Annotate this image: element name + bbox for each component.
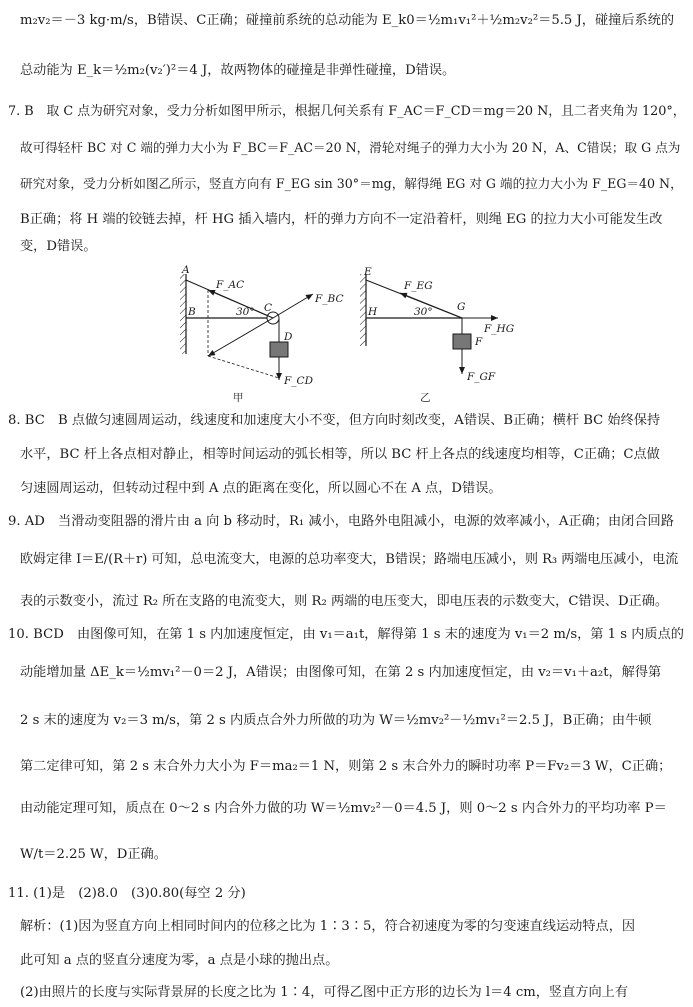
text-line: 总动能为 E_k＝½m₂(v₂′)²＝4 J，故两物体的碰撞是非弹性碰撞，D错误。 [20, 63, 456, 78]
block-d [270, 342, 288, 357]
label-a: A [182, 264, 190, 276]
label-h: H [368, 306, 378, 318]
text-line: 表的示数变小，流过 R₂ 所在支路的电流变大，则 R₂ 两端的电压变大，即电压表的示数变大，C错误、D正确。 [20, 594, 669, 609]
label-f-hg: F_HG [484, 323, 515, 335]
text-line: 第二定律可知，第 2 s 末合外力大小为 F＝ma₂＝1 N，则第 2 s 末合外力的瞬时功率 P＝Fv₂＝3 W，C正确； [20, 759, 672, 774]
text-line: 2 s 末的速度为 v₂＝3 m/s，第 2 s 内质点合外力所做的功为 W＝½mv₂²－½mv₁²＝2.5 J，B正确；由牛顿 [20, 713, 652, 728]
label-angle-yi: 30° [414, 306, 433, 318]
text-line: (2)由照片的长度与实际背景屏的长度之比为 1∶4，可得乙图中正方形的边长为 l＝4 cm，竖直方向上有 [20, 985, 629, 1000]
label-d: D [284, 331, 293, 343]
text-line: 匀速圆周运动，但转动过程中到 A 点的距离在变化，所以圆心不在 A 点，D错误。 [20, 481, 502, 496]
text-line: 由动能定理可知，质点在 0～2 s 内合外力做的功 W＝½mv₂²－0＝4.5 J，则 0～2 s 内合外力的平均功率 P＝ [20, 801, 667, 816]
label-e: E [364, 266, 372, 278]
text-line: 8. BC B 点做匀速圆周运动，线速度和加速度大小不变，但方向时刻改变，A错误、B正确；横杆 BC 始终保持 [8, 413, 661, 428]
label-f-cd: F_CD [284, 375, 313, 387]
label-f-gf: F_GF [467, 371, 496, 383]
label-angle-jia: 30° [236, 306, 255, 318]
label-f: F [475, 336, 483, 348]
text-line: 7. B 取 C 点为研究对象，受力分析如图甲所示，根据几何关系有 F_AC＝F_CD＝mg＝20 N，且二者夹角为 120°， [8, 104, 686, 119]
label-c: C [264, 302, 273, 314]
label-f-eg: F_EG [404, 280, 433, 292]
text-line: 解析：(1)因为竖直方向上相同时间内的位移之比为 1∶3∶5，符合初速度为零的匀变速直线运动特点，因 [20, 919, 636, 934]
text-line: 水平，BC 杆上各点相对静止，相等时间运动的弧长相等，所以 BC 杆上各点的线速度均相等，C正确；C点做 [20, 447, 660, 462]
text-line: 11. (1)是 (2)8.0 (3)0.80(每空 2 分) [8, 886, 246, 901]
wall-yi [360, 274, 366, 346]
text-line: W/t＝2.25 W，D正确。 [20, 847, 167, 862]
label-g: G [457, 301, 466, 313]
label-f-bc: F_BC [315, 293, 344, 305]
caption-jia: 甲 [233, 392, 244, 404]
text-line: 动能增加量 ΔE_k＝½mv₁²－0＝2 J，A错误；由图像可知，在第 2 s 内加速度恒定，由 v₂＝v₁＋a₂t，解得第 [20, 665, 662, 680]
block-f [453, 334, 471, 349]
label-f-ac: F_AC [216, 279, 245, 291]
force-diagrams [178, 264, 515, 406]
force-diagram-svg [178, 264, 515, 406]
arrow-resultant [208, 318, 273, 356]
arrow-f-bc [273, 294, 313, 318]
text-line: 10. BCD 由图像可知，在第 1 s 内加速度恒定，由 v₁＝a₁t，解得第 1 s 末的速度为 v₁＝2 m/s，第 1 s 内质点的 [8, 627, 684, 642]
caption-yi: 乙 [420, 392, 431, 404]
text-line: 9. AD 当滑动变阻器的滑片由 a 向 b 移动时，R₁ 减小，电路外电阻减小，电源的效率减小，A正确；由闭合回路 [8, 514, 674, 529]
wall-jia [180, 274, 186, 354]
text-line: 故可得轻杆 BC 对 C 端的弹力大小为 F_BC＝F_AC＝20 N，滑轮对绳子的弹力大小为 20 N，A、C错误；取 G 点为 [20, 140, 681, 155]
diagram-yi [360, 266, 514, 404]
label-b: B [188, 306, 196, 318]
text-line: 变，D错误。 [20, 239, 97, 254]
text-line: 欧姆定律 I＝E/(R＋r) 可知，总电流变大，电源的总功率变大，B错误；路端电压减小，则 R₃ 两端电压减小，电流 [20, 552, 679, 567]
text-line: 此可知 a 点的竖直分速度为零，a 点是小球的抛出点。 [20, 953, 339, 968]
text-line: B正确；将 H 端的铰链去掉，杆 HG 插入墙内，杆的弹力方向不一定沿着杆，则绳 EG 的拉力大小可能发生改 [20, 212, 663, 227]
text-line: m₂v₂＝－3 kg·m/s，B错误、C正确；碰撞前系统的总动能为 E_k0＝½m₁v₁²＋½m₂v₂²＝5.5 J，碰撞后系统的 [20, 13, 675, 28]
text-line: 研究对象，受力分析如图乙所示，竖直方向有 F_EG sin 30°＝mg，解得绳 EG 对 G 端的拉力大小为 F_EG＝40 N， [20, 176, 683, 191]
diagram-jia [180, 264, 343, 404]
